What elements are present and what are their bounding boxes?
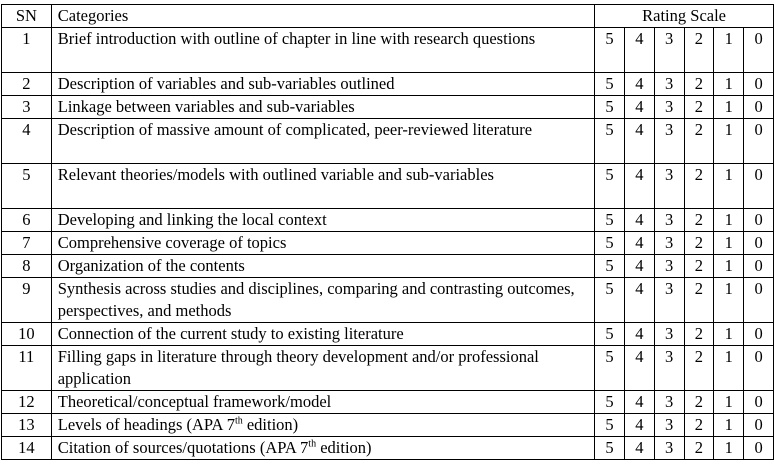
rating-5: 5 <box>595 209 625 232</box>
rating-5: 5 <box>595 28 625 73</box>
rating-1: 1 <box>714 209 744 232</box>
rating-5: 5 <box>595 437 625 460</box>
table-row <box>2 255 774 278</box>
rating-4: 4 <box>624 209 654 232</box>
row-category: Theoretical/conceptual framework/model <box>51 391 594 414</box>
rating-0: 0 <box>744 209 774 232</box>
row-sn: 4 <box>2 119 52 164</box>
rating-3: 3 <box>654 414 684 437</box>
table-header-row <box>2 5 774 28</box>
table-row <box>2 96 774 119</box>
rating-2: 2 <box>684 28 714 73</box>
rating-2: 2 <box>684 323 714 346</box>
rating-4: 4 <box>624 73 654 96</box>
rating-0: 0 <box>744 346 774 391</box>
rating-1: 1 <box>714 232 744 255</box>
row-sn: 7 <box>2 232 52 255</box>
header-categories: Categories <box>51 5 594 28</box>
table-row <box>2 28 774 73</box>
row-category <box>51 437 594 460</box>
rating-1: 1 <box>714 391 744 414</box>
rating-2: 2 <box>684 255 714 278</box>
rating-0: 0 <box>744 437 774 460</box>
rating-3: 3 <box>654 119 684 164</box>
rating-3: 3 <box>654 96 684 119</box>
rating-4: 4 <box>624 96 654 119</box>
row-sn: 12 <box>2 391 52 414</box>
rating-5: 5 <box>595 73 625 96</box>
row-sn: 13 <box>2 414 52 437</box>
rating-0: 0 <box>744 73 774 96</box>
table-row <box>2 346 774 391</box>
rating-3: 3 <box>654 28 684 73</box>
rating-5: 5 <box>595 255 625 278</box>
category-text: Levels of headings (APA 7 <box>57 415 235 434</box>
row-category: Organization of the contents <box>51 255 594 278</box>
table-row <box>2 414 774 437</box>
rating-5: 5 <box>595 232 625 255</box>
rating-0: 0 <box>744 119 774 164</box>
rating-4: 4 <box>624 346 654 391</box>
rating-1: 1 <box>714 278 744 323</box>
row-sn: 9 <box>2 278 52 323</box>
rating-2: 2 <box>684 437 714 460</box>
rating-0: 0 <box>744 232 774 255</box>
rating-1: 1 <box>714 119 744 164</box>
rating-1: 1 <box>714 28 744 73</box>
rating-3: 3 <box>654 437 684 460</box>
rating-5: 5 <box>595 323 625 346</box>
row-sn: 1 <box>2 28 52 73</box>
table-row <box>2 209 774 232</box>
rating-5: 5 <box>595 164 625 209</box>
rating-2: 2 <box>684 232 714 255</box>
row-category: Description of massive amount of complicated, peer-reviewed literature <box>51 119 594 164</box>
rating-0: 0 <box>744 28 774 73</box>
row-category: Comprehensive coverage of topics <box>51 232 594 255</box>
rating-1: 1 <box>714 437 744 460</box>
rating-4: 4 <box>624 391 654 414</box>
rating-2: 2 <box>684 278 714 323</box>
category-text: edition) <box>316 438 372 457</box>
rating-0: 0 <box>744 164 774 209</box>
rating-2: 2 <box>684 96 714 119</box>
rating-rubric-table <box>1 4 774 460</box>
rating-5: 5 <box>595 119 625 164</box>
rating-5: 5 <box>595 96 625 119</box>
rating-1: 1 <box>714 73 744 96</box>
table-row <box>2 437 774 460</box>
row-category: Linkage between variables and sub-variables <box>51 96 594 119</box>
table-row <box>2 278 774 323</box>
row-sn: 11 <box>2 346 52 391</box>
rating-1: 1 <box>714 255 744 278</box>
row-category: Filling gaps in literature through theory development and/or professional application <box>51 346 594 391</box>
rating-5: 5 <box>595 346 625 391</box>
rating-2: 2 <box>684 209 714 232</box>
table-row <box>2 323 774 346</box>
rating-4: 4 <box>624 323 654 346</box>
row-category: Synthesis across studies and disciplines, comparing and contrasting outcomes, perspectives, and methods <box>51 278 594 323</box>
rating-2: 2 <box>684 414 714 437</box>
row-category: Brief introduction with outline of chapter in line with research questions <box>51 28 594 73</box>
rating-4: 4 <box>624 164 654 209</box>
row-category: Relevant theories/models with outlined variable and sub-variables <box>51 164 594 209</box>
rating-0: 0 <box>744 96 774 119</box>
table-row <box>2 164 774 209</box>
rating-1: 1 <box>714 323 744 346</box>
category-text: edition) <box>242 415 299 434</box>
row-category: Developing and linking the local context <box>51 209 594 232</box>
rating-1: 1 <box>714 96 744 119</box>
rating-3: 3 <box>654 164 684 209</box>
row-sn: 6 <box>2 209 52 232</box>
rating-0: 0 <box>744 255 774 278</box>
row-category: Connection of the current study to existing literature <box>51 323 594 346</box>
rating-4: 4 <box>624 278 654 323</box>
rating-4: 4 <box>624 28 654 73</box>
rating-1: 1 <box>714 414 744 437</box>
rating-0: 0 <box>744 414 774 437</box>
rating-0: 0 <box>744 323 774 346</box>
row-sn: 10 <box>2 323 52 346</box>
rating-3: 3 <box>654 278 684 323</box>
rating-5: 5 <box>595 391 625 414</box>
row-sn: 3 <box>2 96 52 119</box>
rating-2: 2 <box>684 164 714 209</box>
rating-3: 3 <box>654 73 684 96</box>
rating-4: 4 <box>624 119 654 164</box>
rating-2: 2 <box>684 73 714 96</box>
rating-2: 2 <box>684 391 714 414</box>
row-category: Description of variables and sub-variables outlined <box>51 73 594 96</box>
rating-4: 4 <box>624 414 654 437</box>
rating-0: 0 <box>744 278 774 323</box>
rating-4: 4 <box>624 232 654 255</box>
table-row <box>2 391 774 414</box>
rating-3: 3 <box>654 209 684 232</box>
rating-2: 2 <box>684 346 714 391</box>
row-category <box>51 414 594 437</box>
row-sn: 14 <box>2 437 52 460</box>
rating-4: 4 <box>624 437 654 460</box>
rating-4: 4 <box>624 255 654 278</box>
rating-5: 5 <box>595 278 625 323</box>
row-sn: 2 <box>2 73 52 96</box>
rating-3: 3 <box>654 391 684 414</box>
row-sn: 8 <box>2 255 52 278</box>
rating-3: 3 <box>654 232 684 255</box>
rating-2: 2 <box>684 119 714 164</box>
ordinal-suffix: th <box>234 415 243 427</box>
ordinal-suffix: th <box>308 438 317 450</box>
rating-5: 5 <box>595 414 625 437</box>
header-sn: SN <box>2 5 52 28</box>
table-row <box>2 232 774 255</box>
category-text: Citation of sources/quotations (APA 7 <box>57 438 309 457</box>
rating-1: 1 <box>714 164 744 209</box>
rating-1: 1 <box>714 346 744 391</box>
table-row <box>2 73 774 96</box>
rating-3: 3 <box>654 323 684 346</box>
rating-3: 3 <box>654 346 684 391</box>
rating-0: 0 <box>744 391 774 414</box>
table-row <box>2 119 774 164</box>
row-sn: 5 <box>2 164 52 209</box>
rating-3: 3 <box>654 255 684 278</box>
header-rating-scale: Rating Scale <box>595 5 774 28</box>
